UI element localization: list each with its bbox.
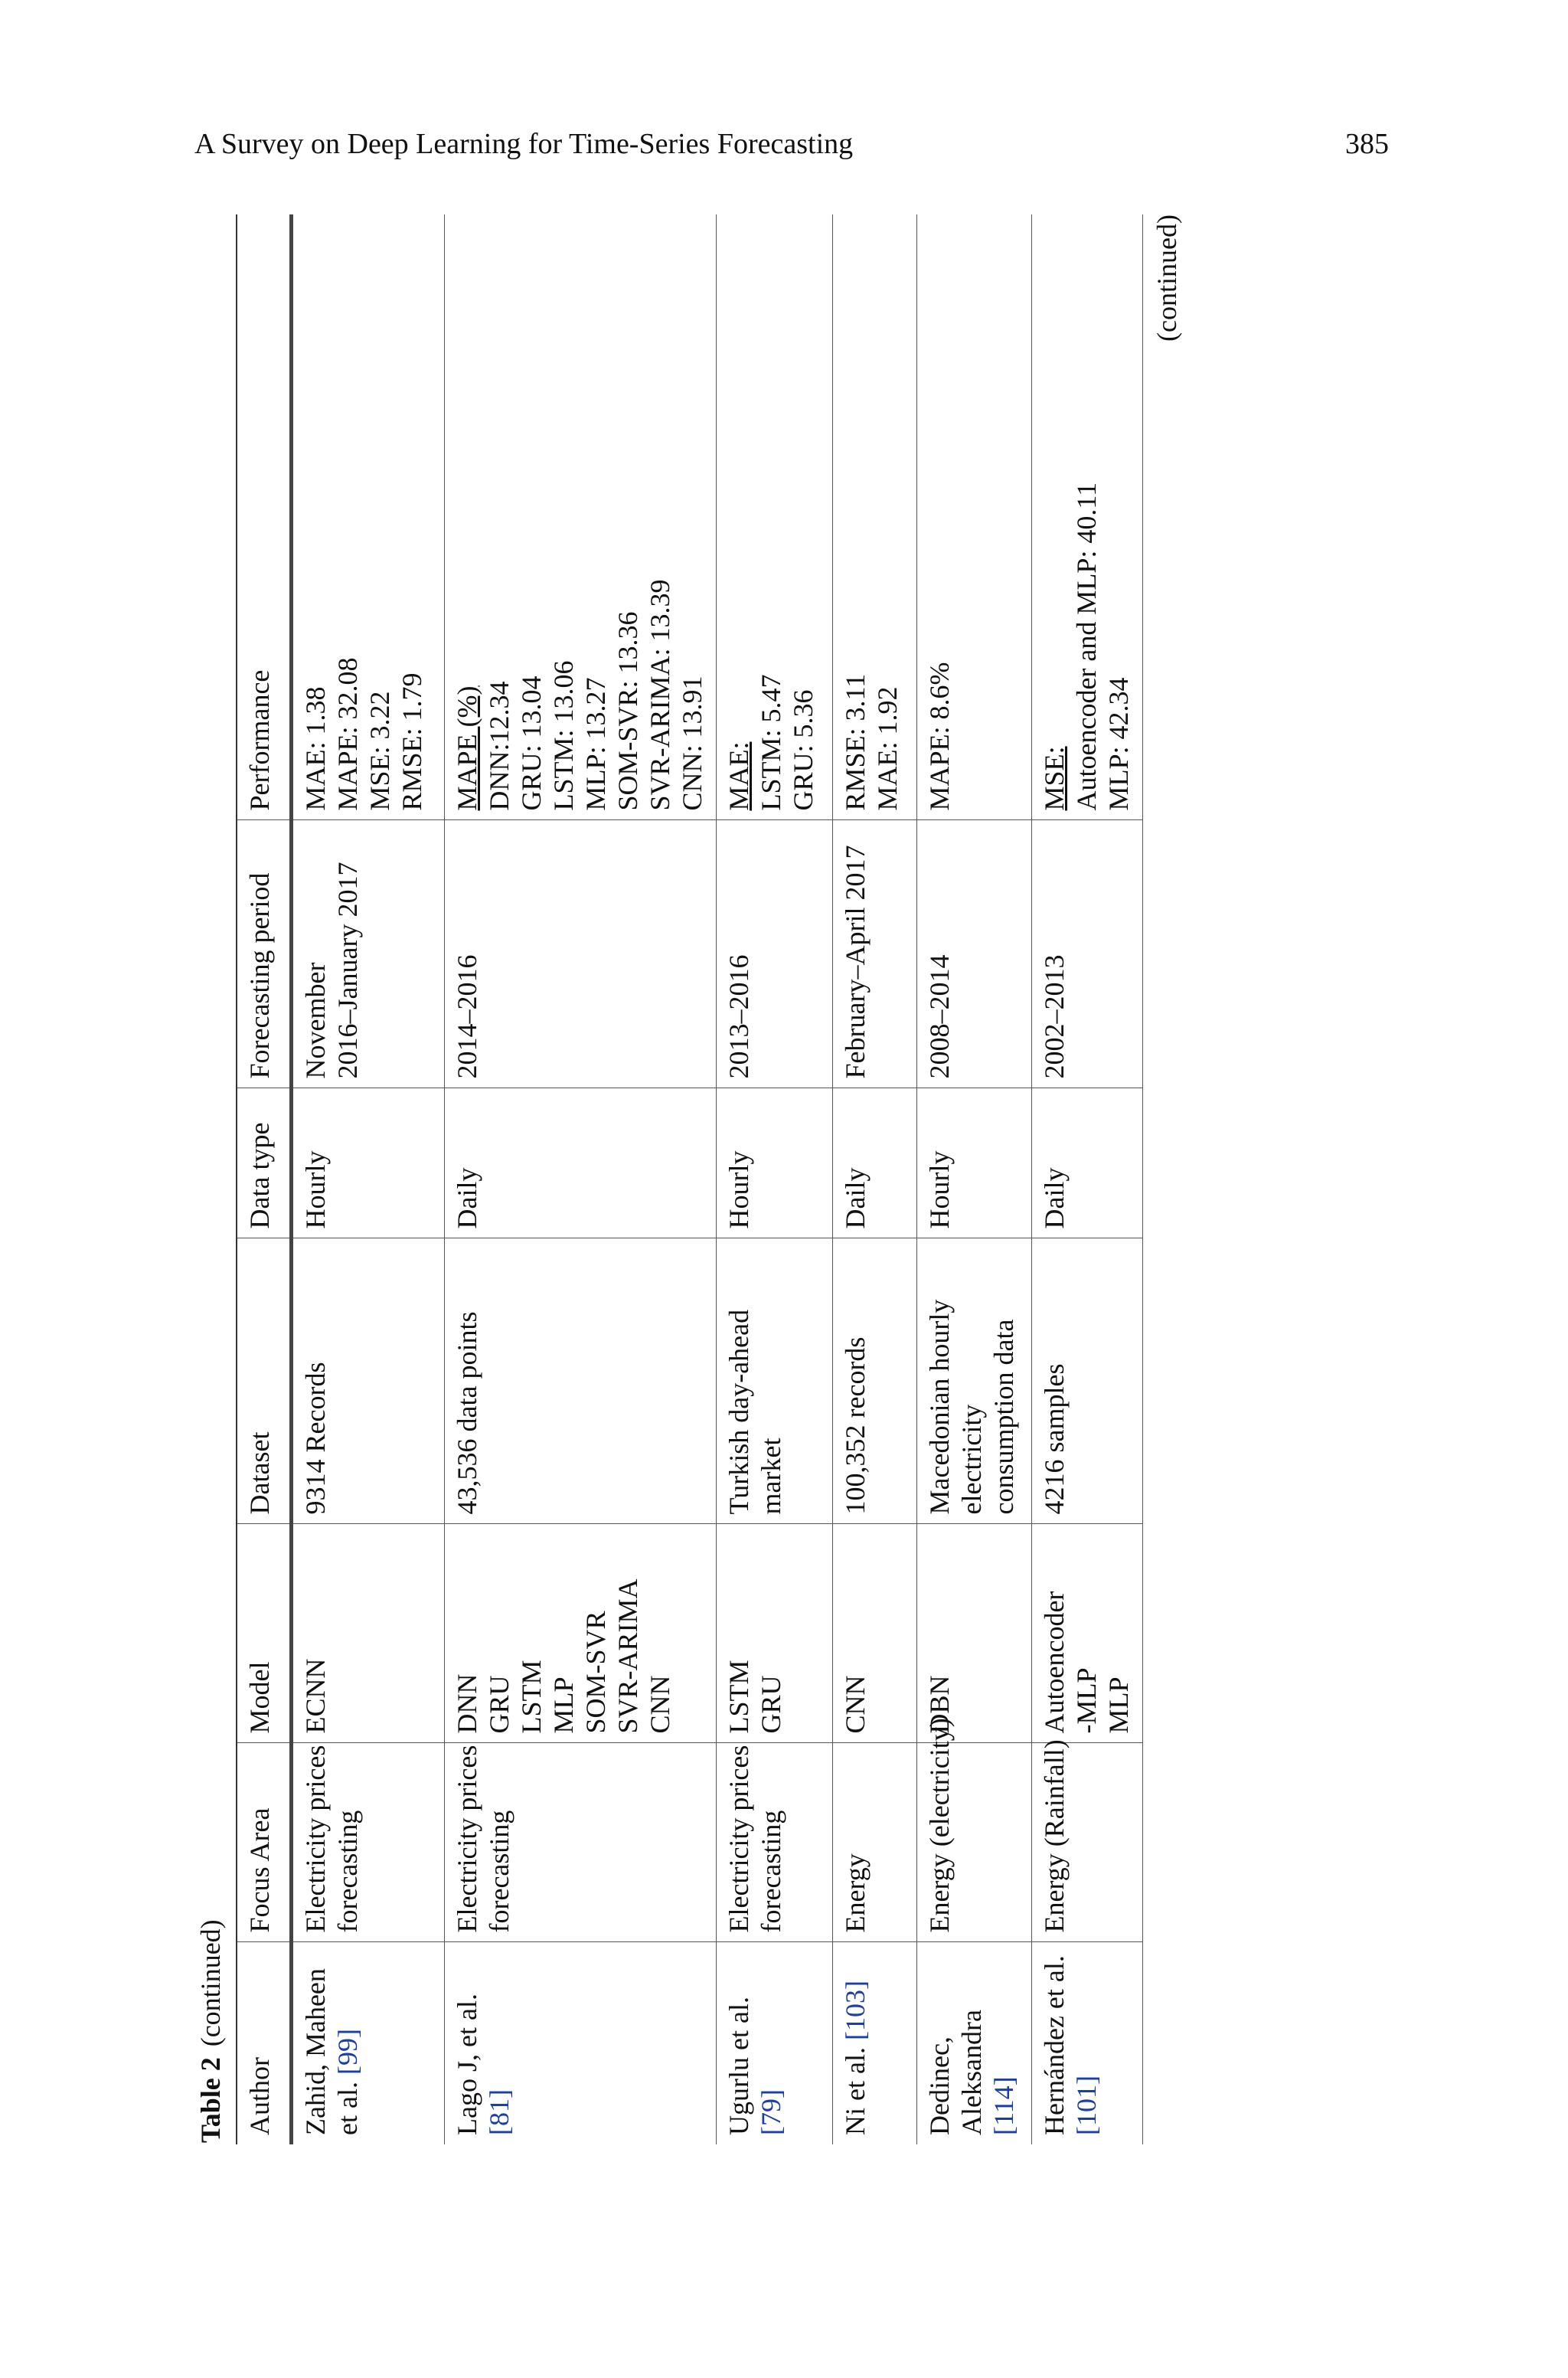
- model-line: MLP: [548, 1676, 579, 1734]
- running-title: A Survey on Deep Learning for Time-Series Forecasting: [194, 128, 854, 160]
- focus-line: Energy: [840, 1853, 871, 1933]
- table-caption-text: (continued): [195, 1919, 226, 2047]
- performance-line: LSTM: 13.06: [548, 660, 579, 811]
- data-type-value: Daily: [452, 1167, 482, 1229]
- period-line: November: [300, 962, 331, 1079]
- focus-line: Electricity prices: [452, 1745, 482, 1933]
- column-header: Forecasting period: [237, 820, 292, 1088]
- data-type-value: Hourly: [924, 1150, 955, 1229]
- continued-note: (continued): [1152, 214, 1182, 342]
- author-cell: [1032, 1942, 1143, 2144]
- author-cell: [917, 1942, 1032, 2144]
- period-line: 2008–2014: [924, 954, 955, 1079]
- performance-line: MAPE: 8.6%: [924, 662, 955, 811]
- dataset-cell: [292, 1238, 445, 1524]
- dataset-line: Macedonian hourly: [924, 1299, 955, 1515]
- citation-link[interactable]: [99]: [332, 2029, 363, 2075]
- forecasting-period-cell: [917, 820, 1032, 1088]
- model-line: SOM-SVR: [580, 1611, 611, 1734]
- column-header: Data type: [237, 1088, 292, 1238]
- performance-line: MAE: 1.38: [300, 686, 331, 811]
- focus-area-cell: [833, 1743, 917, 1942]
- dataset-line: 4216 samples: [1039, 1363, 1070, 1515]
- author-cell: [445, 1942, 717, 2144]
- focus-line: Electricity prices: [300, 1745, 331, 1933]
- data-type-value: Hourly: [300, 1150, 331, 1229]
- focus-area-cell: [445, 1743, 717, 1942]
- model-line: GRU: [756, 1675, 786, 1734]
- rotated-table-block: [191, 214, 1233, 2144]
- performance-line: GRU: 5.36: [788, 689, 818, 811]
- dataset-line: 9314 Records: [300, 1362, 331, 1515]
- column-header: Dataset: [237, 1238, 292, 1524]
- period-line: 2002–2013: [1039, 954, 1070, 1079]
- performance-line: Autoencoder and MLP: 40.11: [1071, 482, 1102, 811]
- results-table: [236, 214, 1143, 2144]
- model-line: ECNN: [300, 1658, 331, 1734]
- period-line: February–April 2017: [840, 845, 871, 1079]
- author-name: Ugurlu et al.: [724, 1997, 754, 2135]
- column-header: Model: [237, 1524, 292, 1743]
- dataset-cell: [1032, 1238, 1143, 1524]
- model-line: SVR-ARIMA: [612, 1578, 643, 1734]
- author-name: Hernández et al.: [1039, 1955, 1070, 2135]
- performance-line: MAPE: 32.08: [332, 657, 363, 811]
- dataset-line: Turkish day-ahead: [724, 1309, 754, 1515]
- author-cell: [292, 1942, 445, 2144]
- model-cell: [1032, 1524, 1143, 1743]
- model-line: MLP: [1103, 1676, 1134, 1734]
- forecasting-period-cell: [1032, 820, 1143, 1088]
- focus-line: forecasting: [484, 1810, 514, 1933]
- dataset-line: consumption data: [988, 1319, 1019, 1515]
- model-line: -MLP: [1071, 1667, 1102, 1734]
- performance-metric-heading: MAE:: [724, 741, 754, 811]
- author-name: Zahid, Maheen et al.: [300, 1968, 363, 2135]
- model-line: DBN: [924, 1675, 955, 1734]
- focus-area-cell: [717, 1743, 833, 1942]
- model-line: CNN: [840, 1675, 871, 1734]
- focus-line: Electricity prices: [724, 1745, 754, 1933]
- forecasting-period-cell: [292, 820, 445, 1088]
- focus-area-cell: [1032, 1739, 1143, 1942]
- performance-cell: [917, 214, 1032, 820]
- table-row: [717, 214, 833, 2144]
- performance-cell: [1032, 214, 1143, 820]
- performance-line: CNN: 13.91: [677, 675, 707, 811]
- performance-line: SOM-SVR: 13.36: [612, 611, 643, 811]
- focus-line: Energy (Rainfall): [1039, 1739, 1070, 1933]
- data-type-cell: [833, 1088, 917, 1238]
- author-name: Ni et al.: [840, 2040, 871, 2135]
- citation-link[interactable]: [103]: [840, 1981, 871, 2041]
- focus-area-cell: [917, 1718, 1032, 1942]
- dataset-cell: [717, 1238, 833, 1524]
- performance-line: DNN:12.34: [484, 681, 514, 811]
- dataset-line: market: [756, 1438, 786, 1515]
- citation-link[interactable]: [114]: [988, 2076, 1019, 2135]
- citation-link[interactable]: [79]: [756, 2089, 786, 2135]
- column-header: Focus Area: [237, 1743, 292, 1942]
- model-line: GRU: [484, 1675, 514, 1734]
- model-line: Autoencoder: [1039, 1591, 1070, 1734]
- table-row: [833, 214, 917, 2144]
- performance-line: RMSE: 1.79: [397, 672, 427, 811]
- dataset-line: 43,536 data points: [452, 1311, 482, 1515]
- table-row: [445, 214, 717, 2144]
- dataset-cell: [445, 1238, 717, 1524]
- model-line: DNN: [452, 1673, 482, 1734]
- forecasting-period-cell: [445, 820, 717, 1088]
- performance-line: MAE: 1.92: [872, 686, 903, 811]
- dataset-cell: [833, 1238, 917, 1524]
- data-type-cell: [717, 1088, 833, 1238]
- dataset-line: 100,352 records: [840, 1336, 871, 1515]
- focus-line: forecasting: [756, 1810, 786, 1933]
- table-label: Table 2: [195, 2057, 226, 2143]
- data-type-value: Daily: [1039, 1167, 1070, 1229]
- model-line: LSTM: [516, 1660, 547, 1734]
- citation-link[interactable]: [81]: [484, 2089, 514, 2135]
- table-row: [917, 214, 1032, 2144]
- performance-cell: [292, 214, 445, 820]
- period-line: 2013–2016: [724, 954, 754, 1079]
- data-type-cell: [1032, 1088, 1143, 1238]
- model-line: CNN: [645, 1675, 675, 1734]
- performance-metric-heading: MSE:: [1039, 746, 1070, 811]
- performance-cell: [445, 214, 717, 820]
- performance-line: GRU: 13.04: [516, 675, 547, 811]
- model-cell: [717, 1524, 833, 1743]
- forecasting-period-cell: [717, 820, 833, 1088]
- model-cell: [445, 1524, 717, 1743]
- performance-line: MLP: 13.27: [580, 677, 611, 811]
- performance-line: LSTM: 5.47: [756, 674, 786, 811]
- model-cell: [833, 1524, 917, 1743]
- table-row: [1032, 214, 1143, 2144]
- author-name: Dedinec, Aleksandra: [924, 2010, 987, 2135]
- table-row: [292, 214, 445, 2144]
- dataset-line: electricity: [956, 1404, 987, 1515]
- table-header-row: [237, 214, 292, 2144]
- performance-line: MSE: 3.22: [364, 691, 395, 811]
- model-line: LSTM: [724, 1660, 754, 1734]
- period-line: 2016–January 2017: [332, 862, 363, 1079]
- performance-line: MLP: 42.34: [1103, 677, 1134, 811]
- focus-line: Energy (electricity): [924, 1718, 955, 1933]
- page-number: 385: [1345, 128, 1389, 160]
- data-type-cell: [292, 1088, 445, 1238]
- performance-cell: [833, 214, 917, 820]
- data-type-value: Hourly: [724, 1150, 754, 1229]
- performance-line: RMSE: 3.11: [840, 673, 871, 811]
- dataset-cell: [917, 1238, 1032, 1524]
- data-type-value: Daily: [840, 1167, 871, 1229]
- focus-line: forecasting: [332, 1810, 363, 1933]
- author-cell: [717, 1942, 833, 2144]
- data-type-cell: [445, 1088, 717, 1238]
- performance-line: SVR-ARIMA: 13.39: [645, 579, 675, 811]
- period-line: 2014–2016: [452, 954, 482, 1079]
- table-caption: [191, 214, 236, 2144]
- page-header: [194, 123, 1389, 165]
- model-cell: [917, 1524, 1032, 1743]
- author-name: Lago J, et al.: [452, 1994, 482, 2135]
- focus-area-cell: [292, 1743, 445, 1942]
- author-cell: [833, 1942, 917, 2144]
- citation-link[interactable]: [101]: [1071, 2075, 1102, 2135]
- performance-cell: [717, 214, 833, 820]
- forecasting-period-cell: [833, 820, 917, 1088]
- column-header: Performance: [237, 214, 292, 820]
- data-type-cell: [917, 1088, 1032, 1238]
- model-cell: [292, 1524, 445, 1743]
- column-header: Author: [237, 1942, 292, 2144]
- performance-metric-heading: MAPE (%): [452, 685, 482, 811]
